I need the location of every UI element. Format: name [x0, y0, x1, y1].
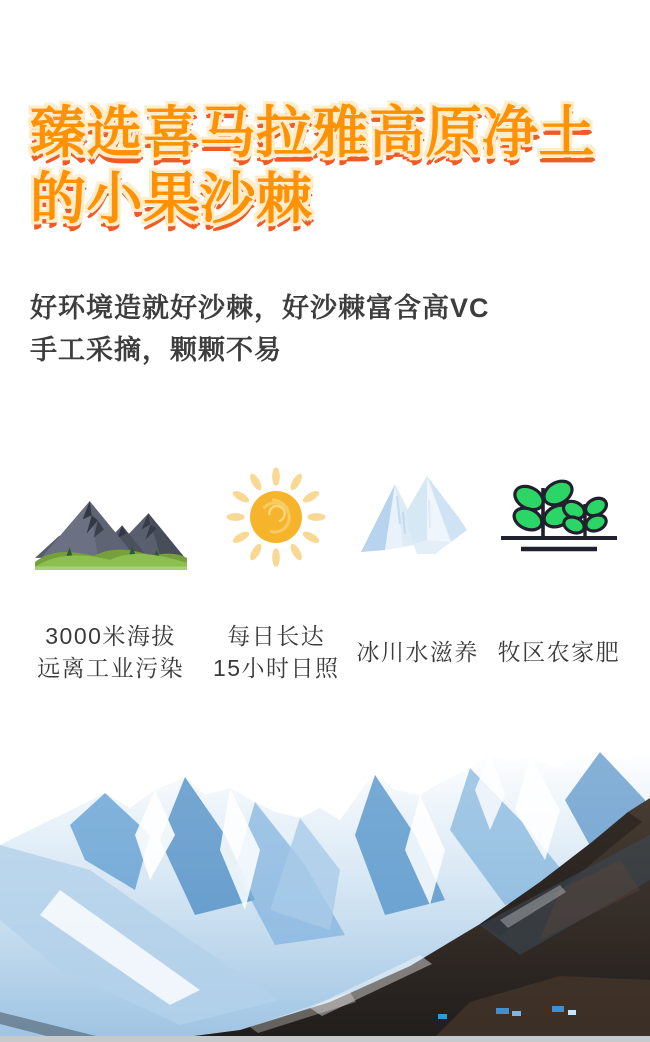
glacier-icon: [353, 472, 483, 564]
snow-mountain-photo: [0, 740, 650, 1042]
sun-icon: [223, 464, 329, 570]
feature-label-sunshine: 每日长达 15小时日照: [212, 623, 340, 681]
page-title: [30, 100, 630, 232]
features-row: [18, 462, 632, 684]
page-title-line2: 的小果沙棘: [30, 167, 313, 231]
hero-subtitle-line2: 手工采摘，颗颗不易: [30, 335, 282, 365]
feature-label-fertilizer: 牧区农家肥: [497, 639, 621, 666]
sprout-icon: [498, 474, 620, 566]
feature-label-altitude: 3000米海拔 远离工业污染: [37, 623, 185, 681]
feature-fertilizer: [486, 462, 632, 684]
hero-section: [30, 100, 630, 372]
feature-sunshine: [203, 462, 349, 684]
hero-subtitle: [30, 288, 630, 372]
feature-label-glacier: 冰川水滋养: [356, 639, 479, 666]
feature-glacier: [349, 462, 485, 684]
feature-altitude: [18, 462, 203, 684]
page-title-line1: 臻选喜马拉雅高原净土: [30, 101, 595, 164]
mountain-icon: [35, 491, 187, 570]
hero-subtitle-line1: 好环境造就好沙棘，好沙棘富含高VC: [30, 293, 490, 324]
